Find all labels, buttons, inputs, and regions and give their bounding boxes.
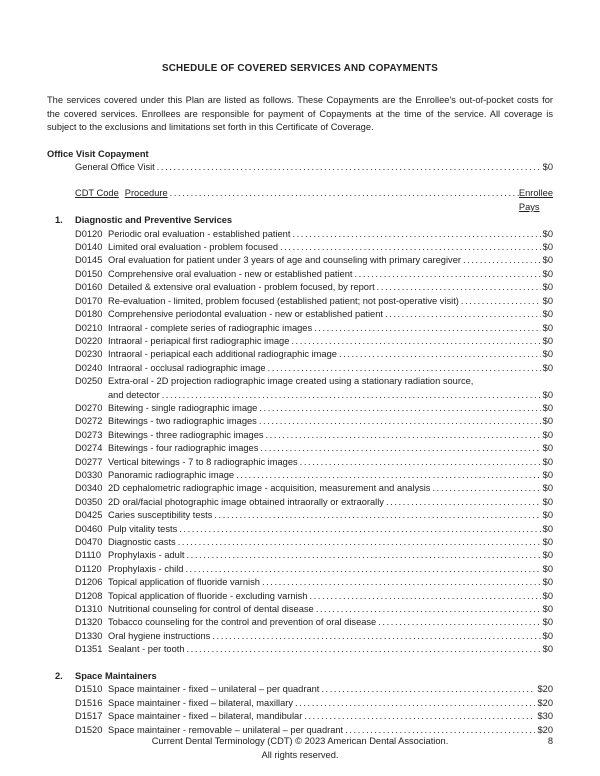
procedure-description: Detailed & extensive oral evaluation - problem focused, by report xyxy=(108,282,375,293)
office-visit-copayment-heading: Office Visit Copayment xyxy=(47,148,149,159)
procedure-description: Comprehensive periodontal evaluation - new or established patient xyxy=(108,309,383,320)
copay-amount: $0 xyxy=(542,550,553,561)
copay-amount: $0 xyxy=(542,644,553,655)
cdt-code: D0277 xyxy=(75,456,103,467)
service-row xyxy=(75,402,553,415)
procedure-description: Topical application of fluoride varnish xyxy=(108,577,260,588)
dot-leader xyxy=(319,683,535,696)
section-heading xyxy=(55,670,553,683)
procedure-description: Oral evaluation for patient under 3 years of age and counseling with primary caregiver xyxy=(108,255,461,266)
copay-amount: $30 xyxy=(537,711,553,722)
procedure-description: Pulp vitality tests xyxy=(108,523,178,534)
section-title: Diagnostic and Preventive Services xyxy=(75,215,233,226)
table-header-row xyxy=(75,187,553,214)
cdt-code: D0210 xyxy=(75,322,103,333)
cdt-code: D1517 xyxy=(75,711,103,722)
copay-amount: $0 xyxy=(542,295,553,306)
copay-amount: $0 xyxy=(542,335,553,346)
copay-amount: $0 xyxy=(542,402,553,413)
dot-leader xyxy=(234,469,541,482)
dot-leader xyxy=(290,228,540,241)
copay-amount: $0 xyxy=(542,469,553,480)
cdt-code: D0220 xyxy=(75,335,103,346)
procedure-description: Space maintainer - fixed – bilateral, mandibular xyxy=(108,711,303,722)
dot-leader xyxy=(177,523,540,536)
service-row xyxy=(75,415,553,428)
cdt-code: D0170 xyxy=(75,295,103,306)
service-row xyxy=(75,616,553,629)
procedure-description: Sealant - per tooth xyxy=(108,644,185,655)
service-row xyxy=(75,362,553,375)
service-row xyxy=(75,254,553,267)
cdt-code: D0150 xyxy=(75,268,103,279)
section-number: 1. xyxy=(55,215,63,226)
procedure-description: Periodic oral evaluation - established patient xyxy=(108,228,291,239)
procedure-description: 2D cephalometric radiographic image - acquisition, measurement and analysis xyxy=(108,483,431,494)
procedure-description: Prophylaxis - adult xyxy=(108,550,185,561)
procedure-description: Bitewings - two radiographic images xyxy=(108,416,257,427)
service-row xyxy=(75,228,553,241)
service-row xyxy=(75,630,553,643)
dot-leader xyxy=(266,362,541,375)
service-row xyxy=(75,335,553,348)
cdt-code: D0140 xyxy=(75,242,103,253)
service-sections xyxy=(47,214,553,737)
dot-leader xyxy=(183,563,540,576)
service-row xyxy=(75,429,553,442)
cdt-code: D1310 xyxy=(75,604,103,615)
dot-leader xyxy=(260,576,541,589)
service-row xyxy=(75,295,553,308)
procedure-description: Panoramic radiographic image xyxy=(108,469,235,480)
copay-amount: $0 xyxy=(542,630,553,641)
column-header-enrollee-pays: Enrollee Pays xyxy=(518,188,553,212)
dot-leader xyxy=(430,482,540,495)
copay-amount: $0 xyxy=(542,523,553,534)
dot-leader xyxy=(459,295,541,308)
copay-amount: $0 xyxy=(542,483,553,494)
copay-amount: $0 xyxy=(542,537,553,547)
cdt-code: D0240 xyxy=(75,362,103,373)
copay-amount: $0 xyxy=(542,577,553,588)
copay-amount: $0 xyxy=(542,590,553,601)
procedure-description: Re-evaluation - limited, problem focused (established patient; not post-operative visit) xyxy=(108,295,459,306)
dot-leader xyxy=(155,161,541,174)
copay-amount: $20 xyxy=(537,724,553,735)
procedure-description: Diagnostic casts xyxy=(108,537,176,547)
dot-leader xyxy=(302,710,535,723)
procedure-description: Bitewing - single radiographic image xyxy=(108,402,258,413)
copay-amount: $0 xyxy=(542,563,553,574)
procedure-description: Intraoral - occlusal radiographic image xyxy=(108,362,266,373)
cdt-code: D1510 xyxy=(75,684,103,695)
copay-amount: $0 xyxy=(542,282,553,293)
procedure-description: Topical application of fluoride - excluding varnish xyxy=(108,590,308,601)
service-row xyxy=(75,442,553,455)
procedure-description: Oral hygiene instructions xyxy=(108,630,211,641)
footer-copyright: Current Dental Terminology (CDT) © 2023 American Dental Association. xyxy=(151,736,449,747)
footer-rights: All rights reserved. xyxy=(261,749,339,760)
cdt-code: D1206 xyxy=(75,577,103,588)
copay-amount: $0 xyxy=(542,604,553,615)
copay-amount: $0 xyxy=(542,362,553,373)
dot-leader xyxy=(314,603,541,616)
service-row xyxy=(75,536,553,549)
cdt-code: D0273 xyxy=(75,429,103,440)
dot-leader xyxy=(257,415,541,428)
office-visit-row xyxy=(75,161,553,174)
procedure-description: Bitewings - four radiographic images xyxy=(108,443,259,454)
service-row xyxy=(75,348,553,361)
service-row xyxy=(75,523,553,536)
copay-amount: $0 xyxy=(542,389,553,400)
copay-amount: $0 xyxy=(542,496,553,507)
copay-amount: $0 xyxy=(542,456,553,467)
section-heading xyxy=(55,214,553,227)
service-row xyxy=(75,281,553,294)
copay-amount: $0 xyxy=(542,322,553,333)
cdt-code: D0270 xyxy=(75,402,103,413)
dot-leader xyxy=(257,402,540,415)
service-row xyxy=(75,576,553,589)
procedure-description: Intraoral - complete series of radiographic images xyxy=(108,322,313,333)
dot-leader xyxy=(384,496,541,509)
dot-leader xyxy=(184,549,540,562)
copay-amount: $0 xyxy=(542,228,553,239)
cdt-code: D1208 xyxy=(75,590,103,601)
service-row xyxy=(75,549,553,562)
copay-amount: $0 xyxy=(542,255,553,266)
procedure-description: Tobacco counseling for the control and prevention of oral disease xyxy=(108,617,377,628)
service-row xyxy=(75,268,553,281)
procedure-description: Space maintainer - fixed – bilateral, maxillary xyxy=(108,697,293,708)
dot-leader xyxy=(461,254,541,267)
service-row xyxy=(75,590,553,603)
cdt-code: D1351 xyxy=(75,644,103,655)
cdt-code: D1520 xyxy=(75,724,103,735)
copay-amount: $0 xyxy=(542,242,553,253)
cdt-code: D0460 xyxy=(75,523,103,534)
copay-amount: $0 xyxy=(542,443,553,454)
cdt-code: D0160 xyxy=(75,282,103,293)
cdt-code: D0145 xyxy=(75,255,103,266)
procedure-description: Intraoral - periapical each additional radiographic image xyxy=(108,349,337,360)
cdt-code: D1120 xyxy=(75,563,102,574)
procedure-description: Space maintainer - fixed – unilateral – per quadrant xyxy=(108,684,320,695)
service-row xyxy=(75,643,553,656)
copay-amount: $0 xyxy=(542,429,553,440)
cdt-code: D1110 xyxy=(75,550,102,561)
dot-leader xyxy=(264,429,541,442)
column-header-procedure: Procedure xyxy=(124,188,168,199)
copay-amount: $20 xyxy=(537,684,553,695)
procedure-description: Intraoral - periapical first radiographic image xyxy=(108,335,290,346)
cdt-code: D0180 xyxy=(75,309,103,320)
procedure-description: Bitewings - three radiographic images xyxy=(108,429,264,440)
cdt-code: D0230 xyxy=(75,349,103,360)
copay-amount: $0 xyxy=(542,349,553,360)
copay-amount: $0 xyxy=(542,510,553,521)
dot-leader xyxy=(312,322,541,335)
dot-leader xyxy=(160,389,541,402)
copay-amount: $20 xyxy=(537,697,553,708)
cdt-code: D0425 xyxy=(75,510,103,521)
section-number: 2. xyxy=(55,671,63,682)
service-row xyxy=(75,563,553,576)
dot-leader xyxy=(258,442,540,455)
cdt-code: D0250 xyxy=(75,376,103,387)
copay-amount: $0 xyxy=(542,268,553,279)
column-header-cdt-code: CDT Code xyxy=(75,188,119,199)
dot-leader xyxy=(212,509,540,522)
service-row xyxy=(75,509,553,522)
dot-leader xyxy=(383,308,541,321)
office-visit-label: General Office Visit xyxy=(75,162,155,173)
copay-amount: $0 xyxy=(542,416,553,427)
cdt-code: D0330 xyxy=(75,469,103,480)
section-title: Space Maintainers xyxy=(75,671,157,682)
dot-leader xyxy=(289,335,540,348)
cdt-code: D0274 xyxy=(75,443,103,454)
dot-leader xyxy=(168,187,519,200)
cdt-code: D0470 xyxy=(75,537,103,547)
service-row xyxy=(75,322,553,335)
dot-leader xyxy=(185,643,541,656)
page-number: 8 xyxy=(547,736,553,747)
cdt-code: D1516 xyxy=(75,697,103,708)
intro-paragraph: The services covered under this Plan are listed as follows. These Copayments are the Enrollee's out-of-pocket costs for the covered services. Enrollees are responsible for payment of Copayments at the time of the service. All coverage is subject to the exclusions and limitations set forth in this Certificate of Coverage. xyxy=(47,95,553,133)
procedure-description: Limited oral evaluation - problem focused xyxy=(108,242,279,253)
service-row xyxy=(75,456,553,469)
dot-leader xyxy=(298,456,541,469)
procedure-description: and detector xyxy=(108,389,160,400)
service-row xyxy=(75,469,553,482)
copay-amount: $0 xyxy=(542,309,553,320)
service-row xyxy=(75,683,553,696)
cdt-code: D0350 xyxy=(75,496,103,507)
dot-leader xyxy=(307,590,540,603)
cdt-code: D0120 xyxy=(75,228,103,239)
dot-leader xyxy=(293,697,535,710)
page-title: SCHEDULE OF COVERED SERVICES AND COPAYMENTS xyxy=(162,63,438,74)
service-row xyxy=(75,241,553,254)
dot-leader xyxy=(278,241,541,254)
copay-amount: $0 xyxy=(542,162,553,173)
cdt-code: D0340 xyxy=(75,483,103,494)
dot-leader xyxy=(210,630,540,643)
dot-leader xyxy=(352,268,540,281)
service-row xyxy=(75,496,553,509)
cdt-code: D1330 xyxy=(75,630,103,641)
service-row xyxy=(75,375,553,388)
procedure-description: Nutritional counseling for control of dental disease xyxy=(108,604,314,615)
service-row xyxy=(75,710,553,723)
procedure-description: Extra-oral - 2D projection radiographic image created using a stationary radiation source, xyxy=(108,376,474,387)
procedure-description: Caries susceptibility tests xyxy=(108,510,213,521)
service-row xyxy=(75,389,553,402)
dot-leader xyxy=(176,536,541,549)
service-row xyxy=(75,482,553,495)
procedure-description: Vertical bitewings - 7 to 8 radiographic images xyxy=(108,456,298,467)
procedure-description: 2D oral/facial photographic image obtained intraorally or extraorally xyxy=(108,496,384,507)
cdt-code: D1320 xyxy=(75,617,103,628)
page-footer xyxy=(0,735,600,762)
copay-amount: $0 xyxy=(542,617,553,628)
cdt-code: D0272 xyxy=(75,416,103,427)
dot-leader xyxy=(376,616,540,629)
service-row xyxy=(75,308,553,321)
service-row xyxy=(75,603,553,616)
procedure-description: Comprehensive oral evaluation - new or established patient xyxy=(108,268,353,279)
procedure-description: Prophylaxis - child xyxy=(108,563,184,574)
procedure-description: Space maintainer - removable – unilateral – per quadrant xyxy=(108,724,344,735)
dot-leader xyxy=(375,281,541,294)
dot-leader xyxy=(337,348,541,361)
service-row xyxy=(75,697,553,710)
